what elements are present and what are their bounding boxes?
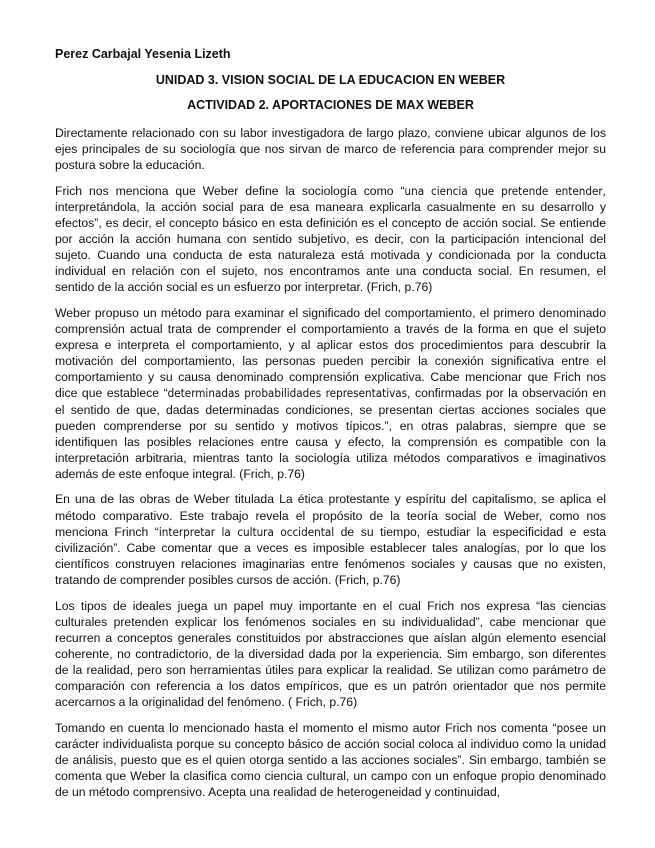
paragraph-text: un carácter individualista porque su concepto básico de acción social coloca al individuo como la unidad de análisis, puesto que es el quien otorga sentido a las acciones sociales”. Sin embargo, también se comenta que Weber la clasifica como ciencia cultural, un campo con un enfoque propio denominado de un método comprensivo. Acepta una realidad de heterogeneidad y continuidad, [55,720,606,800]
paragraph-sociology-definition [55,183,606,296]
paragraph-text: Tomando en cuenta lo mencionado hasta el momento el mismo autor Frich nos comenta “ [55,720,557,735]
activity-title: ACTIVIDAD 2. APORTACIONES DE MAX WEBER [187,98,474,112]
paragraph-ideal-types: Los tipos de ideales juega un papel muy importante en el cual Frich nos expresa “las ciencias culturales pretenden explicar los fenómenos sociales en su individualidad”, cabe mencionar que recurren a conceptos generales constituidos por abstracciones que aíslan algún elemento esencial coherente, no contradictorio, de la diversidad dada por la experiencia. Sim embargo, son diferentes de la realidad, pero son herramientas útiles para explicar la realidad. Se utilizan como parámetro de comparación con referencia a los datos empíricos, que es un patrón orientador que nos permite acercarnos a la originalidad del fenómeno. ( Frich, p.76) [55,598,606,710]
paragraph-protestant-ethic [55,491,606,588]
paragraph-text: interpretándola, la acción social para de esa maneara explicarla casualmente en su desarrollo y efectos”, es decir, el concepto básico en esta definición es el concepto de acción social. Se entiende por acción la acción humana con sentido subjetivo, es decir, con la participación intencional del sujeto. Cuando una conducta de esta naturaleza está motivada y condicionada por la conducta individual en relación con el sujeto, nos encontramos ante una conducta social. En resumen, el sentido de la acción social es un esfuerzo por interpretar. (Frich, p.76) [55,199,606,295]
quoted-text: determinadas probabilidades representativas, [167,386,411,401]
quoted-text: una ciencia que pretende entender, [404,183,606,198]
paragraph-intro: Directamente relacionado con su labor investigadora de largo plazo, conviene ubicar algunos de los ejes principales de su sociología que nos sirvan de marco de referencia para comprender mejor su postura sobre la educación. [55,126,606,173]
unit-title: UNIDAD 3. VISION SOCIAL DE LA EDUCACION EN WEBER [155,73,506,87]
quoted-text: posee [556,720,588,735]
paragraph-text: En una de las obras de Weber titulada La ética protestante y espíritu del capitalismo, se aplica el método comparativo. Este trabajo revela el propósito de la teoría social de Weber, como nos menciona Frinch “ [55,492,606,539]
paragraph-method [55,305,606,482]
paragraph-individualism [55,720,606,800]
author-name: Perez Carbajal Yesenia Lizeth [55,47,231,61]
quoted-text: interpretar la cultura occidental [158,524,335,539]
paragraph-text: confirmadas por la observación en el sentido de que, dadas determinadas condiciones, se presentan ciertas acciones sociales que pueden comprenderse por su sentido y motivos típicos.”, en otras palabras, siempre que se identifiquen las posibles relaciones entre causa y efecto, la comprensión es compatible con la interpretación arbitraria, mientras tanto la sociología utiliza métodos comparativos e imaginativos además de este enfoque integral. (Frich, p.76) [55,386,607,481]
paragraph-text: de su tiempo, estudiar la especificidad e esta civilización”. Cabe comentar que a veces es imposible establecer tales analogías, por lo que los científicos construyen relaciones imaginarias entre fenómenos sociales y causas que no existen, tratando de comprender posibles cursos de acción. (Frich, p.76) [55,524,606,587]
paragraph-text: Frich nos menciona que Weber define la sociología como “ [55,183,405,198]
paragraph-text: Weber propuso un método para examinar el significado del comportamiento, el primero denominado comprensión actual trata de comprender el comportamiento a través de la forma en que el sujeto expresa e interpreta el comportamiento, y al aplicar estos dos procedimientos para descubrir la motivación del comportamiento, las personas pueden percibir la conexión significativa entre el comportamiento y su causa denominado comprensión explicativa. Cabe mencionar que Frich nos dice que establece “ [55,305,606,401]
document-page [55,46,606,810]
